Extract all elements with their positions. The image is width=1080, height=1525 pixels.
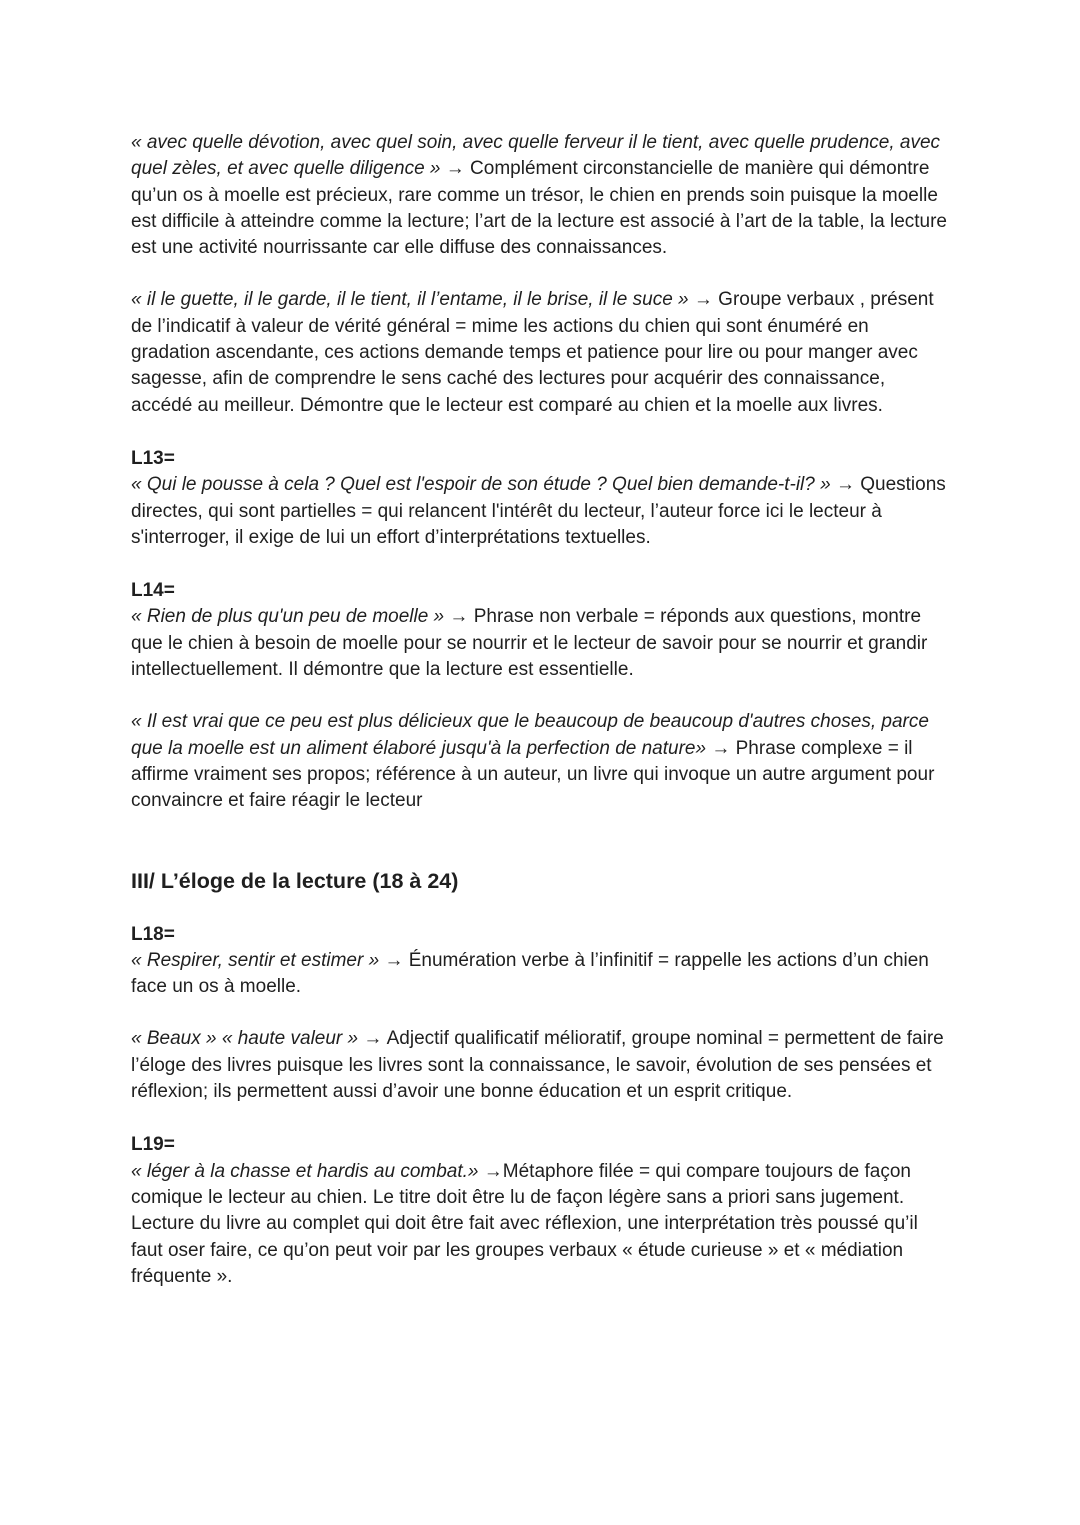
line-label-l19: L19= [131, 1134, 175, 1156]
quote-l13: « Qui le pousse à cela ? Quel est l'espoir de son étude ? Quel bien demande-t-il? » [131, 474, 836, 496]
analysis-l13: → Questions directes, qui sont partielles = qui relancent l'intérêt du lecteur, l’auteur force ici le lecteur à s'interroger, il exige de lui un effort d’interprétations textuelles. [131, 474, 946, 548]
analysis-beaux: → Adjectif qualificatif mélioratif, groupe nominal = permettent de faire l’éloge des livres puisque les livres sont la connaissance, le savoir, évolution de ses pensées et réflexion; ils permettent aussi d’avoir une bonne éducation et un esprit critique. [131, 1028, 944, 1103]
paragraph-delicieux [131, 709, 951, 814]
line-label-l14: L14= [131, 580, 175, 602]
paragraph-l13 [131, 472, 951, 551]
analysis-l18: → Énumération verbe à l’infinitif = rappelle les actions d’un chien face un os à moelle. [131, 949, 929, 998]
section-l13 [131, 446, 951, 551]
paragraph-beaux [131, 1026, 951, 1105]
document-page [131, 130, 951, 1290]
quote-l14: « Rien de plus qu'un peu de moelle » [131, 606, 450, 628]
analysis-delicieux: → Phrase complexe = il affirme vraiment ses propos; référence à un auteur, un livre qui invoque un autre argument pour convaincre et faire réagir le lecteur [131, 737, 935, 812]
quote-l18: « Respirer, sentir et estimer » [131, 949, 385, 971]
analysis-actions: → Groupe verbaux , présent de l’indicatif à valeur de vérité général = mime les actions du chien qui sont énuméré en gradation ascendante, ces actions demande temps et patience pour lire ou pour manger avec sagesse, afin de comprendre le sens caché des lectures pour acquérir des connaissance, accédé au meilleur. Démontre que le lecteur est comparé au chien et la moelle aux livres. [131, 289, 934, 416]
line-label-l18: L18= [131, 923, 175, 945]
analysis-devotion: → Complément circonstancielle de manière qui démontre qu’un os à moelle est précieux, rare comme un trésor, le chien en prends soin puisque la moelle est difficile à atteindre comme la lecture; l’art de la lecture est associé à l’art de la table, la lecture est une activité nourrissante car elle diffuse des connaissances. [131, 158, 947, 259]
analysis-l14: → Phrase non verbale = réponds aux questions, montre que le chien à besoin de moelle pour se nourrir et le lecteur de savoir pour se nourrir et grandir intellectuellement. Il démontre que la lecture est essentielle. [131, 606, 928, 681]
paragraph-l14 [131, 604, 951, 683]
section-l19 [131, 1132, 951, 1290]
quote-devotion: « avec quelle dévotion, avec quel soin, avec quelle ferveur il le tient, avec quelle prudence, avec quel zèles, et avec quelle diligence » [131, 132, 941, 180]
section-l18 [131, 922, 951, 1001]
paragraph-devotion [131, 130, 951, 261]
quote-beaux: « Beaux » « haute valeur » [131, 1028, 364, 1050]
paragraph-l18 [131, 948, 951, 1001]
analysis-l19: →Métaphore filée = qui compare toujours de façon comique le lecteur au chien. Le titre doit être lu de façon légère sans a priori sans jugement. Lecture du livre au complet qui doit être fait avec réflexion, une interprétation très poussé qu’il faut oser faire, ce qu’on peut voir par les groupes verbaux « étude curieuse » et « médiation fréquente ». [131, 1160, 918, 1287]
quote-actions: « il le guette, il le garde, il le tient, il l’entame, il le brise, il le suce » [131, 289, 694, 311]
section-l14 [131, 578, 951, 683]
quote-delicieux: « Il est vrai que ce peu est plus délicieux que le beaucoup de beaucoup d'autres choses, parce que la moelle est un aliment élaboré jusqu'à la perfection de nature» [131, 711, 929, 759]
line-label-l13: L13= [131, 447, 175, 469]
quote-l19: « léger à la chasse et hardis au combat.» [131, 1160, 484, 1182]
section-heading: III/ L’éloge de la lecture (18 à 24) [131, 868, 459, 893]
paragraph-actions [131, 287, 951, 418]
paragraph-l19 [131, 1159, 951, 1290]
